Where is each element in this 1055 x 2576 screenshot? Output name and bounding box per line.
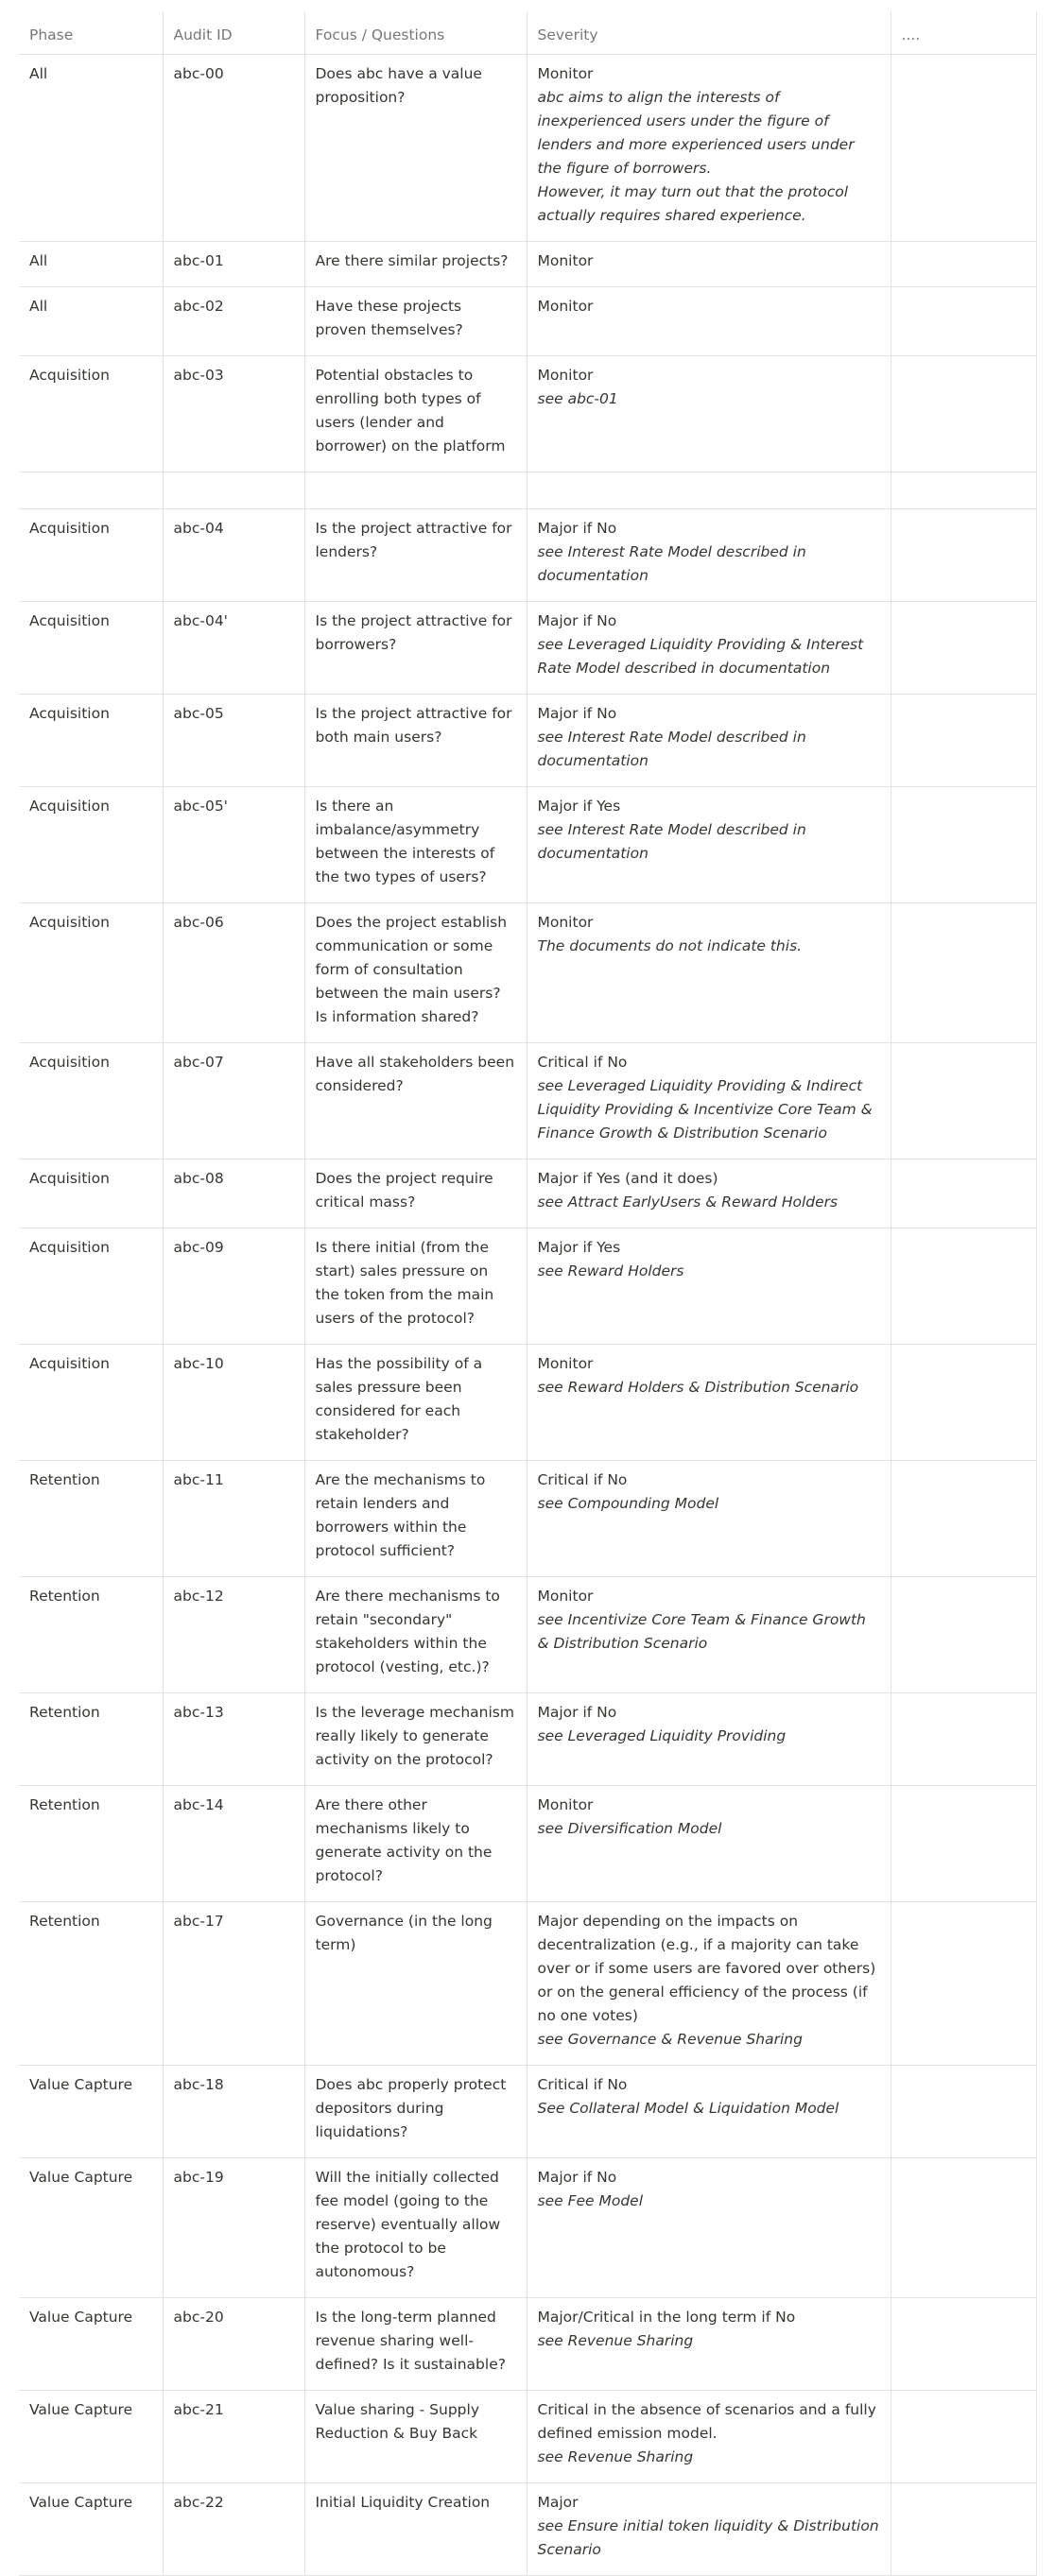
severity-note: See Collateral Model & Liquidation Model	[537, 2100, 839, 2117]
cell-extra[interactable]	[891, 1577, 1036, 1693]
severity-note: see Diversification Model	[537, 1820, 722, 1837]
table-row[interactable]	[19, 1345, 1036, 1461]
cell-extra[interactable]	[891, 1902, 1036, 2066]
cell-extra[interactable]	[891, 1159, 1036, 1228]
severity-note: see Incentivize Core Team & Finance Growth & Distribution Scenario	[537, 1611, 866, 1652]
severity-level: Major if No	[537, 705, 617, 722]
cell-audit-id[interactable]: abc-10	[163, 1345, 304, 1461]
severity-note: see Revenue Sharing	[537, 2332, 694, 2349]
cell-phase[interactable]: Acquisition	[19, 1345, 163, 1461]
cell-phase[interactable]: All	[19, 287, 163, 356]
cell-audit-id[interactable]: abc-05	[163, 695, 304, 787]
column-header-more[interactable]: ....	[891, 11, 1036, 55]
table-row[interactable]	[19, 1577, 1036, 1693]
severity-level: Major if Yes	[537, 798, 621, 815]
cell-severity[interactable]	[527, 55, 891, 242]
cell-phase[interactable]: Acquisition	[19, 695, 163, 787]
cell-phase[interactable]: All	[19, 55, 163, 242]
cell-severity[interactable]	[527, 472, 891, 509]
cell-phase[interactable]: Acquisition	[19, 787, 163, 903]
cell-question[interactable]: Is the long-term planned revenue sharing well-defined? Is it sustainable?	[304, 2298, 527, 2391]
table-row[interactable]	[19, 1461, 1036, 1577]
severity-level: Monitor	[537, 367, 594, 384]
cell-audit-id[interactable]: abc-11	[163, 1461, 304, 1577]
cell-extra[interactable]	[891, 1461, 1036, 1577]
cell-extra[interactable]	[891, 356, 1036, 472]
table-row[interactable]	[19, 1693, 1036, 1786]
cell-severity[interactable]	[527, 2066, 891, 2158]
severity-level: Critical if No	[537, 2076, 628, 2093]
cell-phase[interactable]: Acquisition	[19, 509, 163, 602]
severity-level: Major if No	[537, 612, 617, 629]
table-row[interactable]	[19, 2158, 1036, 2298]
cell-question[interactable]: Have all stakeholders been considered?	[304, 1043, 527, 1159]
cell-severity[interactable]	[527, 2391, 891, 2483]
severity-note: see Leveraged Liquidity Providing & Interest Rate Model described in documentation	[537, 636, 864, 677]
severity-note: see Interest Rate Model described in documentation	[537, 543, 806, 584]
cell-severity[interactable]	[527, 509, 891, 602]
table-row[interactable]	[19, 903, 1036, 1043]
cell-extra[interactable]	[891, 287, 1036, 356]
cell-question[interactable]: Does the project establish communication or some form of consultation between the main users? Is information shared?	[304, 903, 527, 1043]
severity-level: Monitor	[537, 914, 594, 931]
cell-phase[interactable]: Value Capture	[19, 2066, 163, 2158]
severity-note: However, it may turn out that the protocol actually requires shared experience.	[537, 183, 849, 224]
column-header-phase[interactable]: Phase	[19, 11, 163, 55]
cell-question[interactable]: Initial Liquidity Creation	[304, 2483, 527, 2576]
cell-question[interactable]: Does abc have a value proposition?	[304, 55, 527, 242]
table-row[interactable]	[19, 287, 1036, 356]
severity-level: Major if No	[537, 2169, 617, 2186]
severity-note: see Fee Model	[537, 2192, 644, 2209]
cell-severity[interactable]	[527, 602, 891, 695]
cell-severity[interactable]	[527, 242, 891, 287]
cell-extra[interactable]	[891, 2391, 1036, 2483]
table-row[interactable]	[19, 787, 1036, 903]
cell-phase[interactable]: Retention	[19, 1577, 163, 1693]
cell-audit-id[interactable]: abc-04	[163, 509, 304, 602]
severity-level: Major depending on the impacts on decentralization (e.g., if a majority can take over or if some users are favored over others) or on the general efficiency of the process (if no one votes)	[537, 1913, 876, 2024]
cell-audit-id[interactable]: abc-03	[163, 356, 304, 472]
cell-question[interactable]: Has the possibility of a sales pressure been considered for each stakeholder?	[304, 1345, 527, 1461]
cell-question[interactable]: Are the mechanisms to retain lenders and borrowers within the protocol sufficient?	[304, 1461, 527, 1577]
cell-phase[interactable]: Acquisition	[19, 1228, 163, 1345]
table-row[interactable]	[19, 1043, 1036, 1159]
severity-note: The documents do not indicate this.	[537, 937, 803, 954]
cell-severity[interactable]	[527, 1577, 891, 1693]
severity-note: see Leveraged Liquidity Providing	[537, 1727, 787, 1744]
cell-severity[interactable]	[527, 695, 891, 787]
cell-question[interactable]: Potential obstacles to enrolling both types of users (lender and borrower) on the platform	[304, 356, 527, 472]
severity-level: Monitor	[537, 1355, 594, 1372]
severity-level: Monitor	[537, 65, 594, 82]
cell-severity[interactable]	[527, 1228, 891, 1345]
cell-audit-id[interactable]: abc-22	[163, 2483, 304, 2576]
severity-level: Monitor	[537, 1796, 594, 1813]
cell-audit-id[interactable]: abc-19	[163, 2158, 304, 2298]
cell-severity[interactable]	[527, 787, 891, 903]
cell-severity[interactable]	[527, 356, 891, 472]
table-row[interactable]	[19, 2391, 1036, 2483]
cell-extra[interactable]	[891, 1043, 1036, 1159]
severity-level: Major if No	[537, 520, 617, 537]
cell-phase[interactable]: Value Capture	[19, 2483, 163, 2576]
cell-phase[interactable]: Value Capture	[19, 2158, 163, 2298]
cell-question[interactable]: Governance (in the long term)	[304, 1902, 527, 2066]
cell-severity[interactable]	[527, 903, 891, 1043]
cell-extra[interactable]	[891, 55, 1036, 242]
cell-extra[interactable]	[891, 2298, 1036, 2391]
cell-phase[interactable]: Acquisition	[19, 903, 163, 1043]
severity-level: Major if Yes (and it does)	[537, 1170, 718, 1187]
cell-phase[interactable]: Value Capture	[19, 2391, 163, 2483]
cell-extra[interactable]	[891, 2483, 1036, 2576]
severity-note: see Reward Holders & Distribution Scenario	[537, 1379, 859, 1396]
cell-question[interactable]: Will the initially collected fee model (going to the reserve) eventually allow the protocol to be autonomous?	[304, 2158, 527, 2298]
cell-audit-id[interactable]: abc-21	[163, 2391, 304, 2483]
cell-extra[interactable]	[891, 2158, 1036, 2298]
cell-extra[interactable]	[891, 1228, 1036, 1345]
table-row[interactable]	[19, 695, 1036, 787]
table-row[interactable]	[19, 1786, 1036, 1902]
severity-level: Monitor	[537, 298, 594, 315]
cell-extra[interactable]	[891, 903, 1036, 1043]
cell-audit-id[interactable]: abc-14	[163, 1786, 304, 1902]
table-row[interactable]	[19, 2483, 1036, 2576]
severity-note: see Revenue Sharing	[537, 2448, 694, 2465]
table-row[interactable]	[19, 356, 1036, 472]
severity-note: see Compounding Model	[537, 1495, 719, 1512]
audit-table-container	[19, 11, 1036, 2576]
severity-level: Critical if No	[537, 1054, 628, 1071]
cell-phase[interactable]: Retention	[19, 1902, 163, 2066]
severity-level: Critical if No	[537, 1471, 628, 1488]
table-row[interactable]	[19, 509, 1036, 602]
cell-question[interactable]: Is there an imbalance/asymmetry between the interests of the two types of users?	[304, 787, 527, 903]
cell-question[interactable]	[304, 472, 527, 509]
table-row[interactable]	[19, 242, 1036, 287]
cell-audit-id[interactable]: abc-02	[163, 287, 304, 356]
cell-phase[interactable]: Value Capture	[19, 2298, 163, 2391]
severity-note: see Ensure initial token liquidity & Distribution Scenario	[537, 2517, 879, 2558]
cell-audit-id[interactable]: abc-18	[163, 2066, 304, 2158]
cell-question[interactable]: Does abc properly protect depositors during liquidations?	[304, 2066, 527, 2158]
cell-phase[interactable]: Acquisition	[19, 1043, 163, 1159]
severity-level: Critical in the absence of scenarios and a fully defined emission model.	[537, 2401, 876, 2442]
cell-extra[interactable]	[891, 2066, 1036, 2158]
table-body	[19, 55, 1036, 2576]
severity-level: Major	[537, 2494, 579, 2511]
table-row[interactable]	[19, 1228, 1036, 1345]
table-row[interactable]	[19, 55, 1036, 242]
cell-phase[interactable]: All	[19, 242, 163, 287]
cell-phase[interactable]: Retention	[19, 1786, 163, 1902]
cell-audit-id[interactable]: abc-04'	[163, 602, 304, 695]
cell-severity[interactable]	[527, 1902, 891, 2066]
cell-severity[interactable]	[527, 1693, 891, 1786]
cell-phase[interactable]	[19, 472, 163, 509]
cell-extra[interactable]	[891, 787, 1036, 903]
cell-question[interactable]: Is the project attractive for both main users?	[304, 695, 527, 787]
column-header-audit-id[interactable]: Audit ID	[163, 11, 304, 55]
column-header-focus-questions[interactable]: Focus / Questions	[304, 11, 527, 55]
table-row[interactable]	[19, 1902, 1036, 2066]
severity-note: see Interest Rate Model described in documentation	[537, 821, 806, 862]
cell-question[interactable]: Have these projects proven themselves?	[304, 287, 527, 356]
cell-question[interactable]: Are there mechanisms to retain "secondary" stakeholders within the protocol (vesting, etc.)?	[304, 1577, 527, 1693]
cell-question[interactable]: Value sharing - Supply Reduction & Buy Back	[304, 2391, 527, 2483]
cell-phase[interactable]: Acquisition	[19, 356, 163, 472]
column-header-severity[interactable]: Severity	[527, 11, 891, 55]
cell-severity[interactable]	[527, 2483, 891, 2576]
cell-phase[interactable]: Retention	[19, 1461, 163, 1577]
cell-audit-id[interactable]: abc-20	[163, 2298, 304, 2391]
cell-extra[interactable]	[891, 602, 1036, 695]
cell-audit-id[interactable]: abc-08	[163, 1159, 304, 1228]
severity-note: abc aims to align the interests of inexperienced users under the figure of lenders and more experienced users under the figure of borrowers.	[537, 89, 855, 177]
table-header-row	[19, 11, 1036, 55]
cell-extra[interactable]	[891, 695, 1036, 787]
cell-question[interactable]: Is the project attractive for borrowers?	[304, 602, 527, 695]
cell-question[interactable]: Are there similar projects?	[304, 242, 527, 287]
cell-severity[interactable]	[527, 1461, 891, 1577]
cell-question[interactable]: Is there initial (from the start) sales pressure on the token from the main users of the protocol?	[304, 1228, 527, 1345]
cell-question[interactable]: Is the leverage mechanism really likely to generate activity on the protocol?	[304, 1693, 527, 1786]
severity-note: see abc-01	[537, 390, 618, 407]
cell-question[interactable]: Is the project attractive for lenders?	[304, 509, 527, 602]
cell-audit-id[interactable]: abc-01	[163, 242, 304, 287]
cell-question[interactable]: Are there other mechanisms likely to generate activity on the protocol?	[304, 1786, 527, 1902]
severity-level: Monitor	[537, 252, 594, 269]
severity-note: see Interest Rate Model described in documentation	[537, 729, 806, 769]
cell-question[interactable]: Does the project require critical mass?	[304, 1159, 527, 1228]
cell-audit-id[interactable]: abc-13	[163, 1693, 304, 1786]
cell-audit-id[interactable]: abc-17	[163, 1902, 304, 2066]
cell-severity[interactable]	[527, 1159, 891, 1228]
cell-severity[interactable]	[527, 1043, 891, 1159]
table-row[interactable]	[19, 2298, 1036, 2391]
cell-extra[interactable]	[891, 1345, 1036, 1461]
cell-audit-id[interactable]	[163, 472, 304, 509]
cell-extra[interactable]	[891, 1786, 1036, 1902]
cell-severity[interactable]	[527, 2158, 891, 2298]
cell-severity[interactable]	[527, 1786, 891, 1902]
severity-level: Monitor	[537, 1588, 594, 1605]
cell-audit-id[interactable]: abc-12	[163, 1577, 304, 1693]
severity-level: Major if Yes	[537, 1239, 621, 1256]
severity-note: see Attract EarlyUsers & Reward Holders	[537, 1194, 839, 1211]
severity-note: see Governance & Revenue Sharing	[537, 2031, 803, 2048]
cell-audit-id[interactable]: abc-07	[163, 1043, 304, 1159]
table-row[interactable]	[19, 1159, 1036, 1228]
table-row[interactable]	[19, 472, 1036, 509]
cell-phase[interactable]: Retention	[19, 1693, 163, 1786]
cell-audit-id[interactable]: abc-00	[163, 55, 304, 242]
cell-phase[interactable]: Acquisition	[19, 1159, 163, 1228]
cell-severity[interactable]	[527, 2298, 891, 2391]
cell-phase[interactable]: Acquisition	[19, 602, 163, 695]
table-row[interactable]	[19, 602, 1036, 695]
cell-extra[interactable]	[891, 1693, 1036, 1786]
severity-note: see Reward Holders	[537, 1262, 684, 1279]
cell-extra[interactable]	[891, 509, 1036, 602]
cell-audit-id[interactable]: abc-06	[163, 903, 304, 1043]
table-row[interactable]	[19, 2066, 1036, 2158]
cell-severity[interactable]	[527, 287, 891, 356]
audit-table	[19, 11, 1037, 2576]
severity-level: Major if No	[537, 1704, 617, 1721]
severity-note: see Leveraged Liquidity Providing & Indirect Liquidity Providing & Incentivize Core Team & Finance Growth & Distribution Scenario	[537, 1077, 873, 1142]
cell-extra[interactable]	[891, 242, 1036, 287]
cell-severity[interactable]	[527, 1345, 891, 1461]
cell-extra[interactable]	[891, 472, 1036, 509]
severity-level: Major/Critical in the long term if No	[537, 2309, 796, 2326]
cell-audit-id[interactable]: abc-09	[163, 1228, 304, 1345]
cell-audit-id[interactable]: abc-05'	[163, 787, 304, 903]
